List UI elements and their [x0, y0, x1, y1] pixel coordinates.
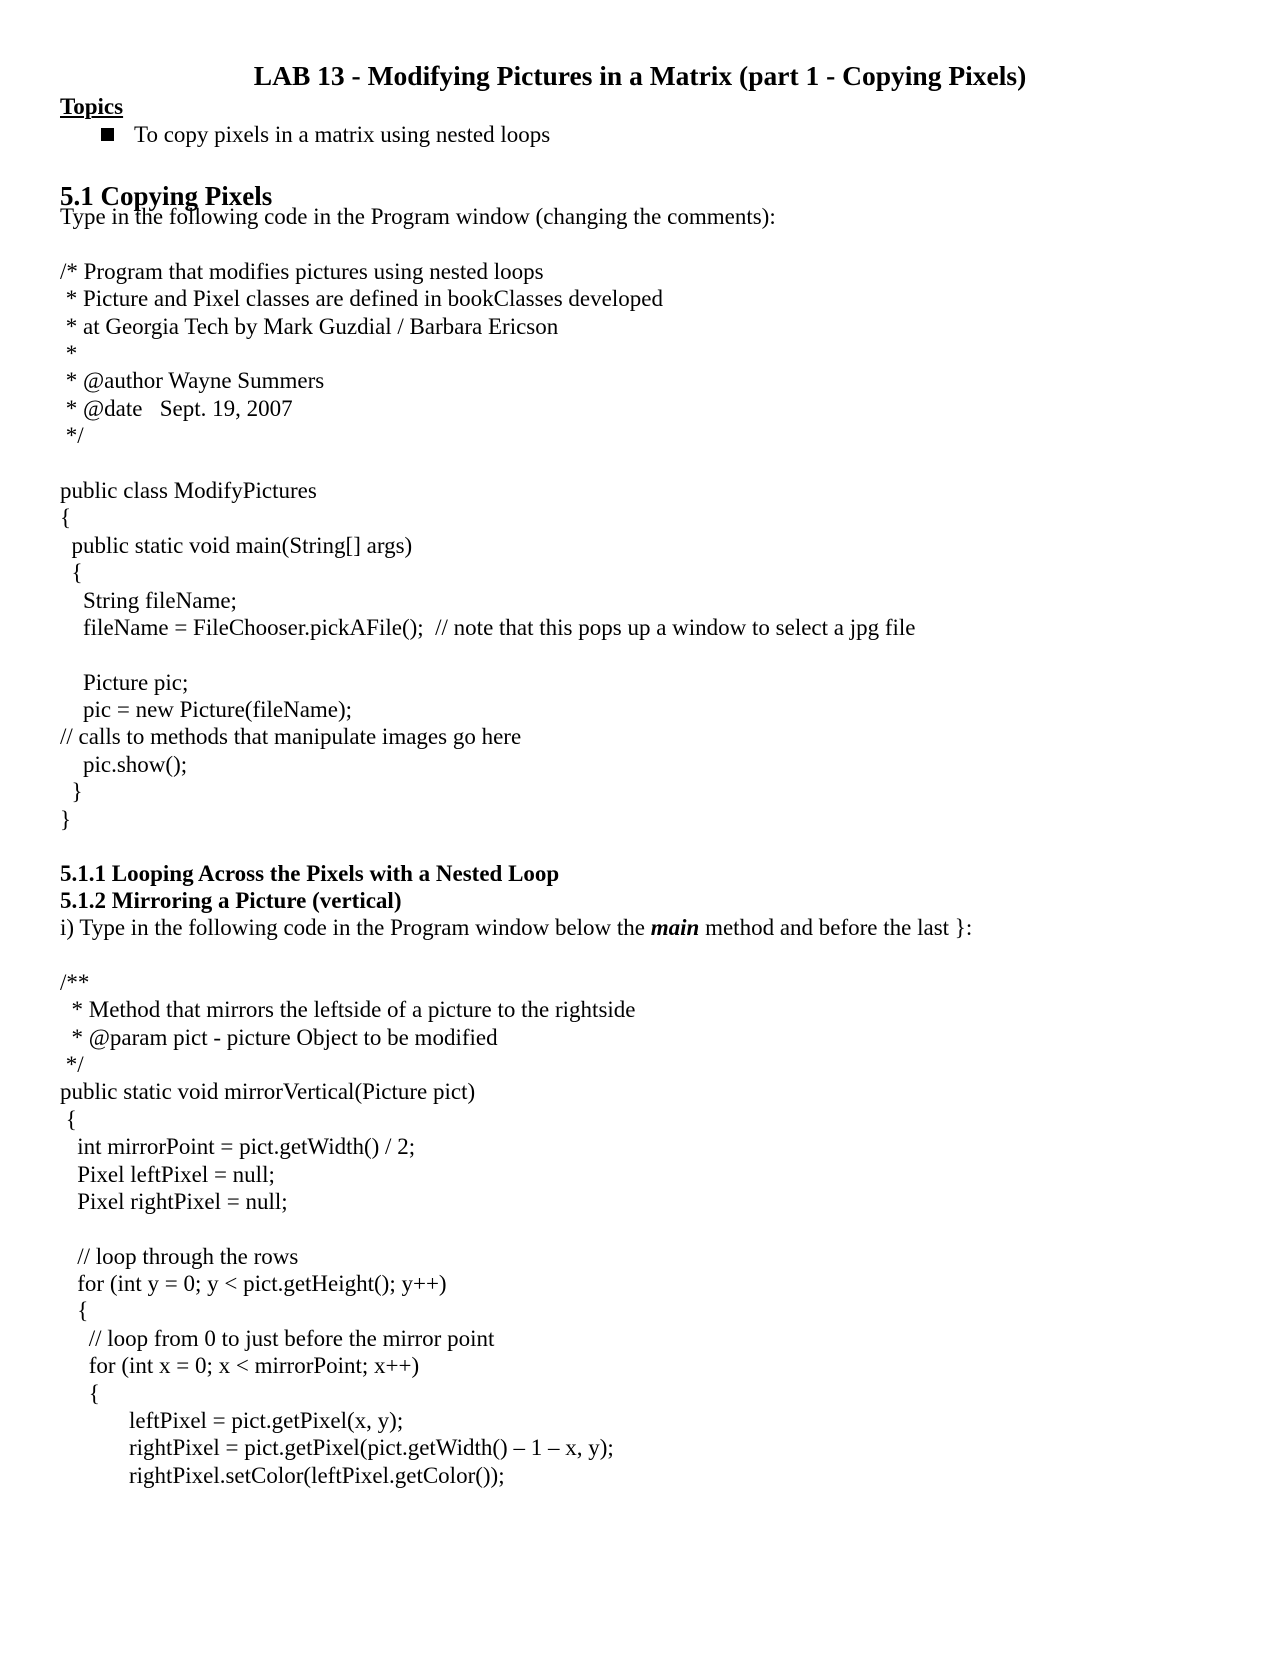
intro-text-after: method and before the last }:	[699, 915, 973, 940]
code-line: {	[60, 1107, 77, 1132]
code-line: rightPixel = pict.getPixel(pict.getWidth() – 1 – x, y);	[60, 1435, 614, 1460]
code-line: String fileName;	[60, 588, 237, 613]
code-line: leftPixel = pict.getPixel(x, y);	[60, 1408, 404, 1433]
page-title: LAB 13 - Modifying Pictures in a Matrix (part 1 - Copying Pixels)	[253, 60, 1027, 91]
code-line: for (int x = 0; x < mirrorPoint; x++)	[60, 1353, 420, 1378]
code-line: * @param pict - picture Object to be modified	[60, 1025, 498, 1050]
code-line: /**	[60, 970, 90, 995]
code-line: Pixel leftPixel = null;	[60, 1162, 275, 1187]
code-line: */	[60, 423, 84, 448]
code-line: }	[60, 807, 72, 832]
code-line: // calls to methods that manipulate images go here	[60, 724, 522, 749]
code-line: {	[60, 1381, 100, 1406]
code-line: int mirrorPoint = pict.getWidth() / 2;	[60, 1134, 416, 1159]
code-line: {	[60, 505, 72, 530]
code-line: }	[60, 779, 83, 804]
code-line: * Picture and Pixel classes are defined in bookClasses developed	[60, 286, 663, 311]
code-line: */	[60, 1052, 84, 1077]
section-5-1-heading: 5.1 Copying Pixels	[60, 181, 273, 211]
bullet-square-icon	[101, 128, 114, 141]
code-line: * Method that mirrors the leftside of a picture to the rightside	[60, 997, 636, 1022]
code-line: {	[60, 1298, 89, 1323]
code-line: *	[60, 341, 78, 366]
code-line: // loop from 0 to just before the mirror point	[60, 1326, 495, 1351]
code-line: {	[60, 560, 83, 585]
intro-emphasis: main	[650, 915, 700, 940]
code-line: pic.show();	[60, 752, 188, 777]
code-line: // loop through the rows	[60, 1244, 299, 1269]
code-line: public static void mirrorVertical(Picture pict)	[60, 1079, 476, 1104]
code-line: /* Program that modifies pictures using nested loops	[60, 259, 544, 284]
code-line: * at Georgia Tech by Mark Guzdial / Barbara Ericson	[60, 314, 559, 339]
code-line: rightPixel.setColor(leftPixel.getColor());	[60, 1463, 505, 1488]
section-5-1-1-heading: 5.1.1 Looping Across the Pixels with a Nested Loop	[60, 861, 560, 886]
section-5-1-intro: Type in the following code in the Program window (changing the comments):	[60, 204, 776, 229]
code-line: public static void main(String[] args)	[60, 533, 413, 558]
code-line: Pixel rightPixel = null;	[60, 1189, 288, 1214]
code-line: Picture pic;	[60, 670, 189, 695]
topics-heading: Topics	[60, 94, 124, 119]
code-line: * @author Wayne Summers	[60, 368, 325, 393]
code-line: pic = new Picture(fileName);	[60, 697, 353, 722]
code-line: fileName = FileChooser.pickAFile(); // note that this pops up a window to select a jpg file	[60, 615, 916, 640]
intro-text-before: i) Type in the following code in the Program window below the	[60, 915, 651, 940]
code-line: public class ModifyPictures	[60, 478, 317, 503]
code-line: * @date Sept. 19, 2007	[60, 396, 293, 421]
code-line: for (int y = 0; y < pict.getHeight(); y++)	[60, 1271, 447, 1296]
section-5-1-2-heading: 5.1.2 Mirroring a Picture (vertical)	[60, 888, 402, 913]
topic-item: To copy pixels in a matrix using nested loops	[134, 122, 551, 147]
section-5-1-2-intro	[60, 914, 972, 942]
